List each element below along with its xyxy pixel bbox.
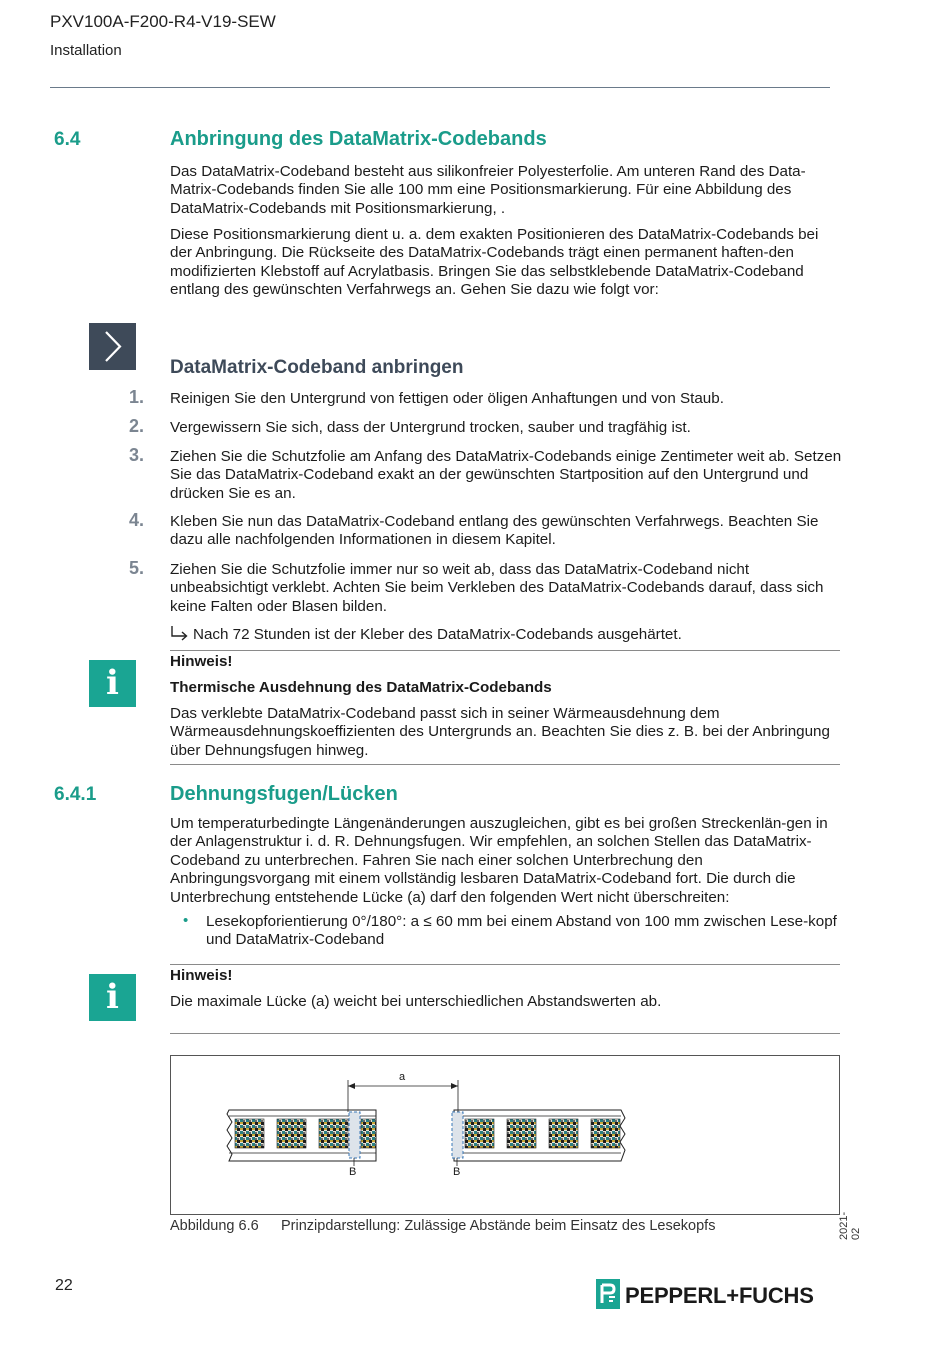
chapter-name: Installation [50,42,122,59]
figure-frame [170,1055,840,1215]
step-number: 5. [128,558,144,578]
marker-label-b-left: B [349,1166,357,1178]
hint-top-divider [170,650,840,651]
hint-label: Hinweis! [170,653,233,670]
dimension-label-a: a [399,1071,406,1083]
procedure-arrow-icon [89,323,136,370]
step-text: Reinigen Sie den Untergrund von fettigen oder öligen Anhaftungen und von Staub. [170,390,724,407]
figure-caption-number: Abbildung 6.6 [170,1218,259,1234]
header-divider [50,87,830,88]
brand-name: PEPPERL+FUCHS [625,1283,814,1308]
subsection-title: Dehnungsfugen/Lücken [170,783,398,805]
hint2-bottom-divider [170,1033,840,1034]
date-code: 2021-02 [838,1211,862,1240]
procedure-title: DataMatrix-Codeband anbringen [170,357,464,378]
section-number: 6.4 [54,129,81,150]
step-number: 3. [128,445,144,465]
figure-caption-text: Prinzipdarstellung: Zulässige Abstände beim Einsatz des Lesekopfs [281,1218,716,1234]
codeband-illustration [171,1056,839,1214]
subsection-number: 6.4.1 [54,784,97,805]
bullet-text: Lesekopforientierung 0°/180°: a ≤ 60 mm bei einem Abstand von 100 mm zwischen Lese-kopf und DataMatrix-Codeband [206,913,837,949]
info-icon: i [89,660,136,707]
hint-bottom-divider [170,764,840,765]
step-number: 4. [128,510,144,530]
brand-logo-icon [596,1279,620,1309]
section-title: Anbringung des DataMatrix-Codebands [170,128,547,150]
step-text: Ziehen Sie die Schutzfolie am Anfang des DataMatrix-Codebands einige Zentimeter weit ab. Setzen Sie das DataMatrix-Codeband exakt an der gewünschten Startposition auf den Untergrund und drücken Sie es an. [170,448,842,502]
page-number: 22 [55,1277,73,1294]
hint2-top-divider [170,964,840,965]
subsection-paragraph: Um temperaturbedingte Längenänderungen auszugleichen, gibt es bei großen Streckenlän-gen in der Anlagenstruktur i. d. R. Dehnungsfugen. Wir empfehlen, an solchen Stellen das DataMatrix-Codeband zu unterbrechen. Fahren Sie nach einer solchen Unterbrechung den Anbringungsvorgang mit einem vollständig lesbaren DataMatrix-Codeband fort. Die durch die Unterbrechung entstehende Lücke (a) darf den folgenden Wert nicht überschreiten: [170,815,828,906]
step-text: Ziehen Sie die Schutzfolie immer nur so weit ab, dass das DataMatrix-Codeband nicht unbeabsichtigt verklebt. Achten Sie beim Verkleben des DataMatrix-Codebands darauf, dass sich keine Falten oder Blasen bilden. [170,561,824,615]
intro-paragraph-1: Das DataMatrix-Codeband besteht aus silikonfreier Polyesterfolie. Am unteren Rand des Data-Matrix-Codebands finden Sie alle 100 mm eine Positionsmarkierung. Für eine Abbildung des DataMatrix-Codebands mit Positionsmarkierung, . [170,163,806,217]
info-icon: i [89,974,136,1021]
hint-title: Thermische Ausdehnung des DataMatrix-Codebands [170,679,552,696]
document-title: PXV100A-F200-R4-V19-SEW [50,12,276,31]
intro-paragraph-2: Diese Positionsmarkierung dient u. a. dem exakten Positionieren des DataMatrix-Codebands bei der Anbringung. Die Rückseite des DataMatrix-Codebands trägt einen permanent haften-den modifizierten Klebstoff auf Acrylatbasis. Bringen Sie das selbstklebende DataMatrix-Codeband entlang des gewünschten Verfahrwegs an. Gehen Sie dazu wie folgt vor: [170,226,819,299]
step-text: Kleben Sie nun das DataMatrix-Codeband entlang des gewünschten Verfahrwegs. Beachten Sie dazu alle nachfolgenden Informationen in diesem Kapitel. [170,513,819,549]
step-number: 1. [128,387,144,407]
step-text: Vergewissern Sie sich, dass der Untergrund trocken, sauber und tragfähig ist. [170,419,691,436]
hint-text: Das verklebte DataMatrix-Codeband passt sich in seiner Wärmeausdehnung dem Wärmeausdehnungskoeffizienten des Untergrunds an. Beachten Sie dies z. B. bei der Anbringung über Dehnungsfugen hinweg. [170,705,830,759]
bullet-dot: • [183,912,189,929]
marker-label-b-right: B [453,1166,461,1178]
hint2-text: Die maximale Lücke (a) weicht bei unterschiedlichen Abstandswerten ab. [170,993,662,1010]
result-arrow-icon [170,624,190,647]
step-number: 2. [128,416,144,436]
result-text: Nach 72 Stunden ist der Kleber des DataMatrix-Codebands ausgehärtet. [193,626,682,643]
hint2-label: Hinweis! [170,967,233,984]
